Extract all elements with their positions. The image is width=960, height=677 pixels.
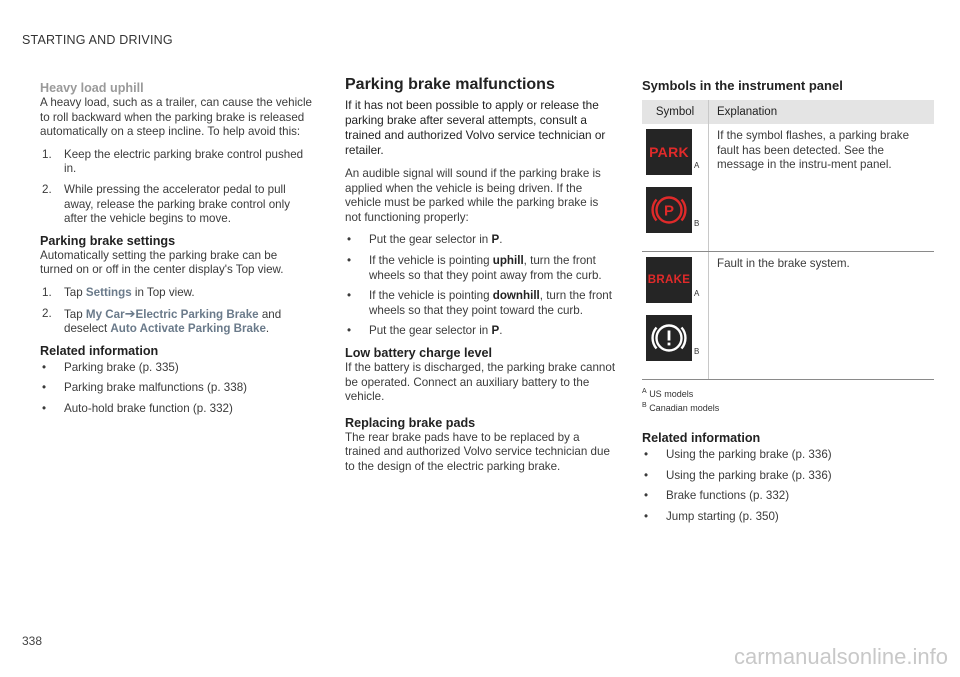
- table-row: PARK A P B If the symbol flashes, a parking brake fault has been detected. See the message in the instru-ment panel.: [642, 124, 934, 252]
- related-link[interactable]: • Parking brake (p. 335): [42, 360, 179, 374]
- settings-text: Automatically setting the parking brake can be turned on or off in the center display's Top view.: [40, 248, 284, 277]
- brake-warning-icon: BRAKE: [646, 257, 692, 303]
- table-header-row: [642, 100, 934, 124]
- related-list-3: [642, 448, 934, 524]
- bullet-icon: •: [42, 381, 47, 395]
- related-link[interactable]: • Jump starting (p. 350): [644, 509, 779, 523]
- page-number: 338: [22, 634, 43, 648]
- low-battery-text: If the battery is discharged, the parking brake cannot be operated. Connect an auxiliary battery to the vehicle.: [345, 360, 616, 404]
- brake-pads-title: Replacing brake pads: [345, 415, 476, 430]
- step-item: 2. While pressing the accelerator pedal to pull away, release the parking brake control only after the vehicle begins to move.: [42, 182, 290, 226]
- brake-pads-text: The rear brake pads have to be replaced by a trained and authorized Volvo service technician due to the design of the electric parking brake.: [345, 430, 610, 473]
- bullet-icon: •: [644, 468, 649, 482]
- footnotes: $^A$ US models $^B$ Canadian models: [642, 388, 720, 413]
- column-2: [345, 76, 617, 475]
- column-3: [642, 78, 934, 530]
- electric-parking-brake-ui-label: Electric Parking Brake: [135, 307, 259, 321]
- table-row: BRAKE A B Fault in the brake system.: [642, 252, 934, 380]
- svg-text:P: P: [663, 202, 675, 220]
- parking-brake-p-icon: [646, 187, 692, 233]
- bullet-icon: •: [42, 360, 47, 374]
- symbols-title: Symbols in the instrument panel: [642, 78, 843, 93]
- arrow-right-icon: ➔: [124, 305, 136, 321]
- related-title-1: Related information: [40, 343, 159, 358]
- auto-activate-ui-label: Auto Activate Parking Brake: [110, 322, 266, 336]
- header-symbol: Symbol: [642, 100, 709, 124]
- related-link[interactable]: • Using the parking brake (p. 336): [644, 448, 832, 461]
- low-battery-title: Low battery charge level: [345, 345, 492, 360]
- bullet-icon: •: [347, 253, 352, 267]
- bullet-icon: •: [644, 448, 649, 461]
- malfunctions-title: Parking brake malfunctions: [345, 76, 555, 93]
- header-explanation: Explanation: [709, 100, 935, 124]
- heavy-load-steps: [40, 148, 312, 227]
- related-link[interactable]: • Using the parking brake (p. 336): [644, 468, 832, 482]
- malfunctions-lead: If it has not been possible to apply or release the parking brake after several attempts, consult a trained and authorized Volvo service technician or retailer.: [345, 98, 606, 157]
- explanation-cell: Fault in the brake system.: [709, 252, 935, 380]
- malfunctions-text: An audible signal will sound if the parking brake is applied when the vehicle is being driven. If the vehicle must be parked while the parking brake is not functioning properly:: [345, 167, 601, 224]
- running-head: STARTING AND DRIVING: [22, 33, 173, 47]
- step-item: 1. Keep the electric parking brake control pushed in.: [42, 147, 304, 176]
- bullet-icon: •: [644, 489, 649, 503]
- heavy-load-title: Heavy load uphill: [40, 81, 144, 95]
- bullet-icon: •: [347, 324, 352, 338]
- related-title-3: Related information: [642, 431, 761, 445]
- list-item: • Put the gear selector in P.: [347, 233, 503, 247]
- list-item: • If the vehicle is pointing downhill, turn the front wheels so that they point toward the curb.: [347, 289, 612, 317]
- related-link[interactable]: • Brake functions (p. 332): [644, 489, 790, 503]
- settings-title: Parking brake settings: [40, 233, 176, 248]
- settings-ui-label: Settings: [85, 285, 132, 299]
- step-item: 1. Tap Settings in Top view.: [42, 285, 195, 299]
- heavy-load-text: A heavy load, such as a trailer, can cause the vehicle to roll backward when the parking brake is released automatically on a steep incline. To help avoid this:: [40, 96, 312, 139]
- step-item: 2. Tap My Car➔Electric Parking Brake and deselect Auto Activate Parking Brake.: [42, 305, 282, 336]
- related-list-1: [40, 361, 312, 417]
- bullet-icon: •: [347, 233, 352, 247]
- brake-exclamation-icon: [646, 315, 692, 361]
- park-warning-icon: PARK: [646, 129, 692, 175]
- column-1: [40, 80, 312, 423]
- malfunctions-bullets: [345, 233, 617, 339]
- bullet-icon: •: [644, 509, 649, 523]
- related-link[interactable]: • Auto-hold brake function (p. 332): [42, 401, 233, 415]
- my-car-ui-label: My Car: [85, 307, 125, 321]
- list-item: • Put the gear selector in P.: [347, 324, 503, 338]
- bullet-icon: •: [347, 289, 352, 303]
- list-item: • If the vehicle is pointing uphill, turn the front wheels so that they point away from the curb.: [347, 253, 602, 282]
- symbols-table: [642, 100, 934, 380]
- watermark: carmanualsonline.info: [733, 644, 948, 669]
- bullet-icon: •: [42, 401, 47, 415]
- settings-steps: [40, 286, 312, 337]
- related-link[interactable]: • Parking brake malfunctions (p. 338): [42, 381, 248, 395]
- explanation-cell: If the symbol flashes, a parking brake fault has been detected. See the message in the instru-ment panel.: [709, 124, 935, 252]
